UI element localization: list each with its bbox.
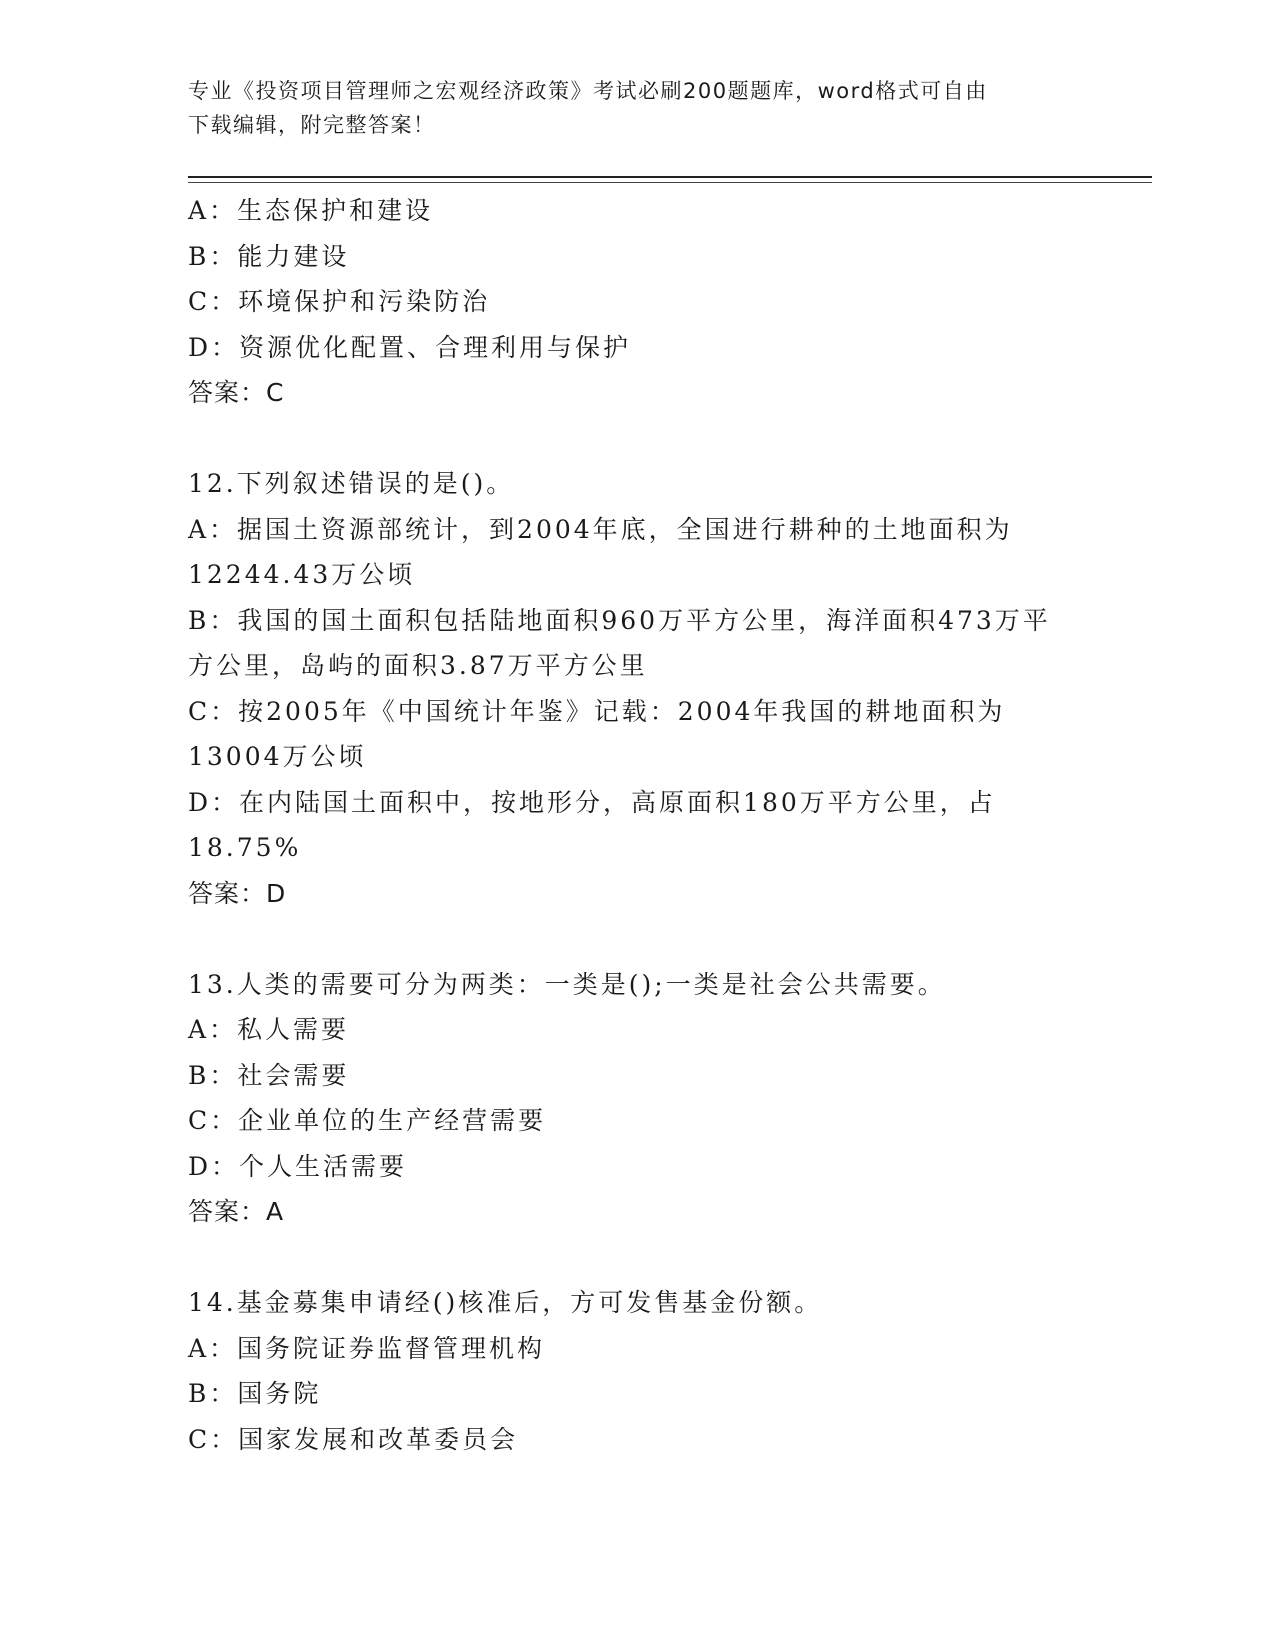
option-b: B：社会需要 [188, 1060, 350, 1090]
option-a: A：据国土资源部统计，到2004年底，全国进行耕种的土地面积为 [188, 514, 1013, 544]
answer-line: 答案：D [188, 878, 287, 908]
option-a: A：国务院证券监督管理机构 [188, 1333, 546, 1363]
answer-line: 答案：A [188, 1197, 285, 1226]
option-b: B：国务院 [188, 1379, 322, 1408]
spacer [188, 416, 1088, 462]
question-11-options [188, 188, 1088, 416]
spacer [188, 1235, 1088, 1281]
question-stem: 13.人类的需要可分为两类：一类是();一类是社会公共需要。 [188, 969, 946, 999]
option-c: C：环境保护和污染防治 [188, 287, 491, 316]
header-divider-thin [188, 182, 1152, 183]
answer-line: 答案：C [188, 378, 285, 407]
option-a: A：生态保护和建设 [188, 196, 434, 225]
question-14 [188, 1280, 1088, 1462]
spacer [188, 916, 1088, 962]
option-d: D：在内陆国土面积中，按地形分，高原面积180万平方公里，占 [188, 787, 996, 817]
option-b: B：能力建设 [188, 241, 350, 271]
option-b: B：我国的国土面积包括陆地面积960万平方公里，海洋面积473万平 [188, 605, 1051, 635]
option-a-continued: 12244.43万公顷 [188, 560, 416, 589]
question-stem: 14.基金募集申请经()核准后，方可发售基金份额。 [188, 1288, 823, 1317]
option-c: C：企业单位的生产经营需要 [188, 1106, 547, 1135]
question-stem: 12.下列叙述错误的是()。 [188, 469, 515, 498]
option-a: A：私人需要 [188, 1015, 350, 1044]
option-c: C：按2005年《中国统计年鉴》记载：2004年我国的耕地面积为 [188, 696, 1006, 726]
question-12 [188, 461, 1088, 916]
question-list [188, 188, 1088, 1462]
document-header [188, 74, 1068, 142]
header-line-1: 专业《投资项目管理师之宏观经济政策》考试必刷200题题库，word格式可自由 [188, 79, 988, 103]
option-d-continued: 18.75% [188, 833, 302, 862]
option-c-continued: 13004万公顷 [188, 742, 367, 771]
option-d: D：个人生活需要 [188, 1151, 408, 1181]
header-divider-thick [188, 176, 1152, 178]
option-b-continued: 方公里，岛屿的面积3.87万平方公里 [188, 651, 648, 680]
option-c: C：国家发展和改革委员会 [188, 1424, 519, 1454]
question-13 [188, 962, 1088, 1235]
option-d: D：资源优化配置、合理利用与保护 [188, 332, 632, 362]
header-line-2: 下载编辑，附完整答案！ [188, 113, 436, 137]
